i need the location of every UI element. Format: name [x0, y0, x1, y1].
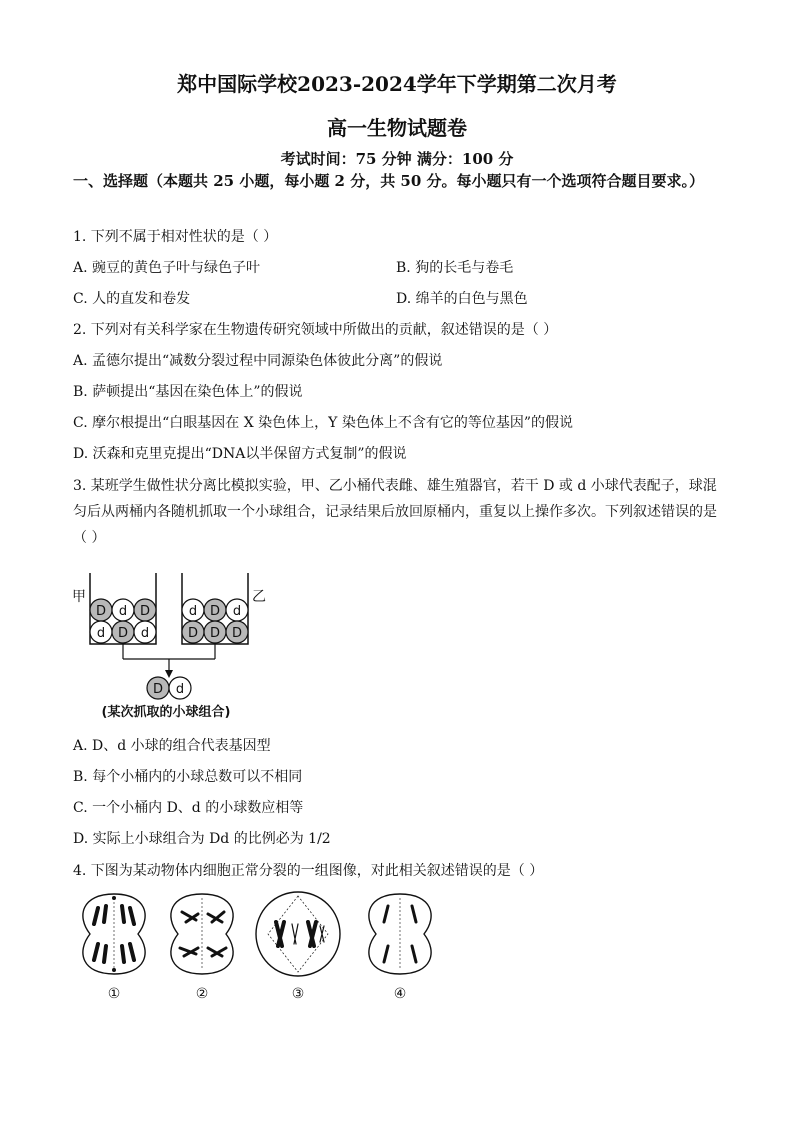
q3-option-d: D. 实际上小球组合为 Dd 的比例必为 1/2 [73, 831, 331, 847]
ball-left-top-1-label: d [118, 604, 128, 619]
ball-left-bottom-1-label: D [117, 626, 129, 641]
ball-right-top-1-label: D [209, 604, 221, 619]
q2-option-c: C. 摩尔根提出“白眼基因在 X 染色体上，Y 染色体上不含有它的等位基因”的假说 [73, 415, 573, 431]
q1-option-d: D. 绵羊的白色与黑色 [396, 291, 528, 307]
q1-option-a: A. 豌豆的黄色子叶与绿色子叶 [73, 260, 261, 276]
q3-option-c: C. 一个小桶内 D、d 的小球数应相等 [73, 800, 304, 816]
q1-stem: 1. 下列不属于相对性状的是（ ） [73, 229, 278, 245]
bucket-label-jia: 甲 [72, 589, 86, 605]
result-ball-0-label: D [152, 682, 164, 697]
exam-title: 郑中国际学校2023-2024学年下学期第二次月考 [177, 72, 617, 96]
result-ball-1-label: d [175, 682, 185, 697]
q3-option-b: B. 每个小桶内的小球总数可以不相同 [73, 769, 303, 785]
q2-option-d: D. 沃森和克里克提出“DNA以半保留方式复制”的假说 [73, 446, 407, 462]
q1-option-c: C. 人的直发和卷发 [73, 291, 191, 307]
figure-caption: (某次抓取的小球组合) [101, 705, 231, 720]
ball-left-bottom-2-label: d [140, 626, 150, 641]
q3-bucket-figure [66, 568, 286, 728]
bucket-label-yi: 乙 [252, 589, 266, 605]
q3-option-a: A. D、d 小球的组合代表基因型 [73, 738, 271, 754]
ball-right-top-2-label: d [232, 604, 242, 619]
cell-4 [369, 894, 431, 974]
q3-stem: 3. 某班学生做性状分离比模拟实验，甲、乙小桶代表雌、雄生殖器官，若干 D 或 d 小球代表配子，球混匀后从两桶内各随机抓取一个小球组合，记录结果后放回原桶内，重复以上操作多次。下列叙述错误的是（ ） [73, 478, 717, 546]
q2-stem: 2. 下列对有关科学家在生物遗传研究领域中所做出的贡献，叙述错误的是（ ） [73, 322, 558, 338]
section-heading: 一、选择题（本题共 25 小题，每小题 2 分，共 50 分。每小题只有一个选项符合题目要求。） [73, 172, 705, 190]
cell-label-2: ② [195, 986, 209, 1002]
q2-option-b: B. 萨顿提出“基因在染色体上”的假说 [73, 384, 303, 400]
cell-label-1: ① [107, 986, 121, 1002]
q2-option-a: A. 孟德尔提出“减数分裂过程中同源染色体彼此分离”的假说 [73, 353, 443, 369]
exam-info: 考试时间：75 分钟 满分：100 分 [280, 150, 514, 168]
ball-left-top-0-label: D [95, 604, 107, 619]
arrow-down-icon [165, 670, 173, 678]
cell-label-3: ③ [291, 986, 305, 1002]
cell-label-4: ④ [393, 986, 407, 1002]
ball-right-bottom-0-label: D [187, 626, 199, 641]
cell-1 [83, 894, 145, 974]
exam-subtitle: 高一生物试题卷 [327, 116, 467, 140]
q1-option-b: B. 狗的长毛与卷毛 [396, 260, 514, 276]
ball-right-top-0-label: d [188, 604, 198, 619]
q4-cell-figure [72, 886, 452, 1006]
ball-right-bottom-2-label: D [231, 626, 243, 641]
ball-left-top-2-label: D [139, 604, 151, 619]
cell-3 [256, 892, 340, 976]
ball-right-bottom-1-label: D [209, 626, 221, 641]
q4-stem: 4. 下图为某动物体内细胞正常分裂的一组图像，对此相关叙述错误的是（ ） [73, 863, 544, 879]
cell-2 [171, 894, 233, 974]
ball-left-bottom-0-label: d [96, 626, 106, 641]
